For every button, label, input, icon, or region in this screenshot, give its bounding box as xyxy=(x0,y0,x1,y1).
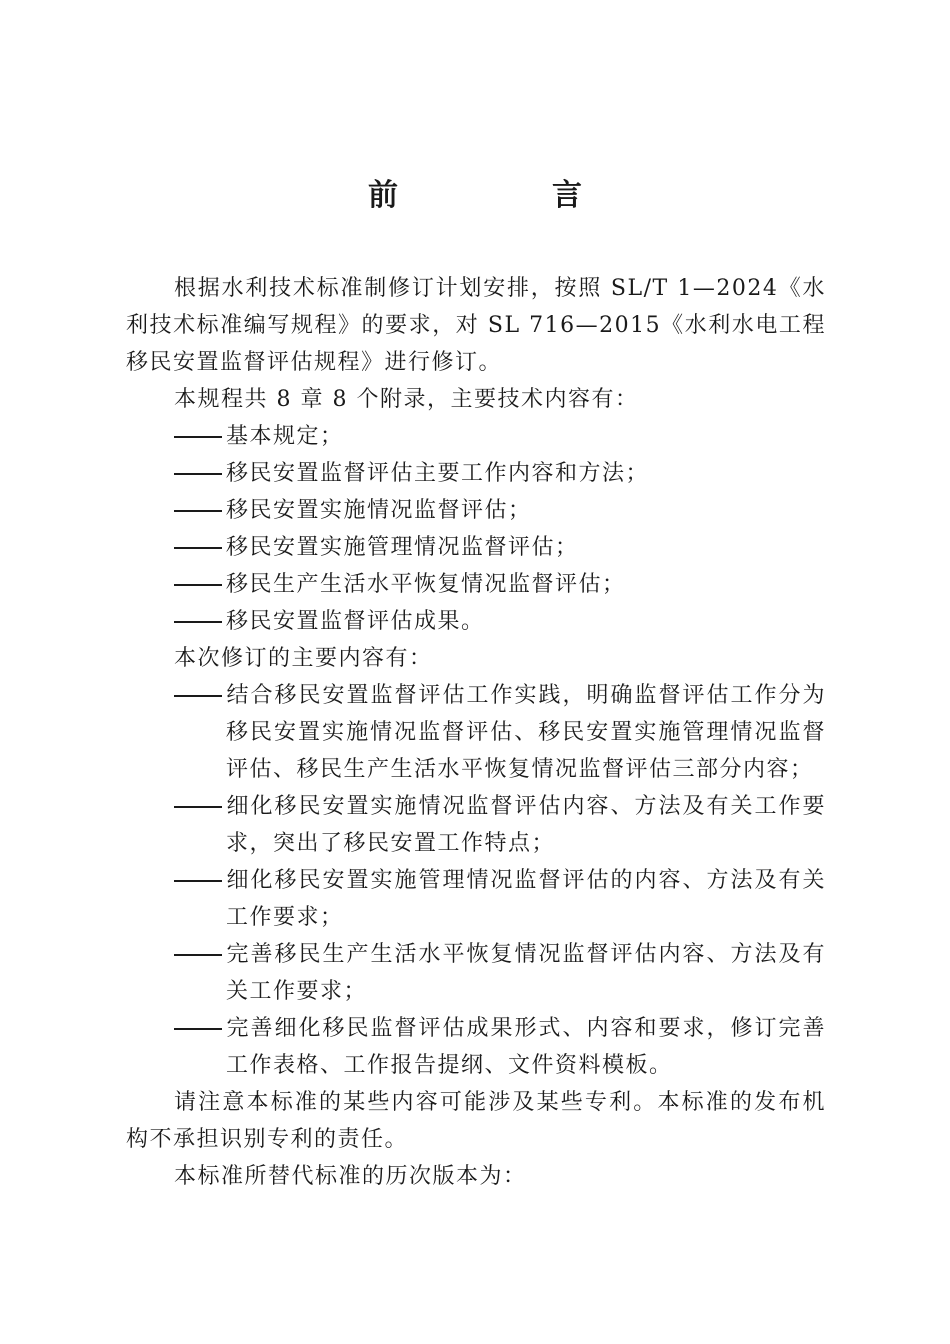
revision-item xyxy=(126,677,826,788)
content-item-text: 移民生产生活水平恢复情况监督评估； xyxy=(226,572,626,597)
content-item xyxy=(126,492,826,529)
dash-mark xyxy=(174,862,226,899)
paragraph-previous-versions: 本标准所替代标准的历次版本为： xyxy=(174,1164,527,1189)
paragraph-patent-notice: 请注意本标准的某些内容可能涉及某些专利。本标准的发布机构不承担识别专利的责任。 xyxy=(126,1090,826,1152)
revision-item xyxy=(126,936,826,1010)
paragraph-revision-basis: 根据水利技术标准制修订计划安排，按照 SL/T 1—2024《水利技术标准编写规程》的要求，对 SL 716—2015《水利水电工程移民安置监督评估规程》进行修订。 xyxy=(126,276,826,375)
content-item xyxy=(126,566,826,603)
revision-item-text: 细化移民安置实施管理情况监督评估的内容、方法及有关工作要求； xyxy=(226,868,826,930)
dash-mark xyxy=(174,455,226,492)
revision-item-text: 结合移民安置监督评估工作实践，明确监督评估工作分为移民安置实施情况监督评估、移民安置实施管理情况监督评估、移民生产生活水平恢复情况监督评估三部分内容； xyxy=(226,683,826,782)
content-item xyxy=(126,455,826,492)
revision-item xyxy=(126,862,826,936)
content-item xyxy=(126,418,826,455)
dash-mark xyxy=(174,418,226,455)
content-item-text: 移民安置监督评估主要工作内容和方法； xyxy=(226,461,650,486)
dash-mark xyxy=(174,566,226,603)
dash-mark xyxy=(174,677,226,714)
paragraph-revision-intro: 本次修订的主要内容有： xyxy=(174,646,433,671)
dash-mark xyxy=(174,492,226,529)
dash-mark xyxy=(174,529,226,566)
revision-item-text: 完善细化移民监督评估成果形式、内容和要求，修订完善工作表格、工作报告提纲、文件资料模板。 xyxy=(226,1016,826,1078)
dash-mark xyxy=(174,603,226,640)
dash-mark xyxy=(174,788,226,825)
dash-mark xyxy=(174,936,226,973)
content-item-text: 移民安置实施管理情况监督评估； xyxy=(226,535,579,560)
revision-item xyxy=(126,788,826,862)
content-item-text: 移民安置监督评估成果。 xyxy=(226,609,485,634)
revision-item-text: 完善移民生产生活水平恢复情况监督评估内容、方法及有关工作要求； xyxy=(226,942,826,1004)
preface-body xyxy=(126,270,826,1195)
page-title: 前 言 xyxy=(368,178,644,213)
content-item-text: 基本规定； xyxy=(226,424,344,449)
revision-item-text: 细化移民安置实施情况监督评估内容、方法及有关工作要求，突出了移民安置工作特点； xyxy=(226,794,826,856)
revision-item xyxy=(126,1010,826,1084)
content-item xyxy=(126,529,826,566)
content-item-text: 移民安置实施情况监督评估； xyxy=(226,498,532,523)
paragraph-content-intro: 本规程共 8 章 8 个附录，主要技术内容有： xyxy=(174,387,639,412)
dash-mark xyxy=(174,1010,226,1047)
content-item xyxy=(126,603,826,640)
